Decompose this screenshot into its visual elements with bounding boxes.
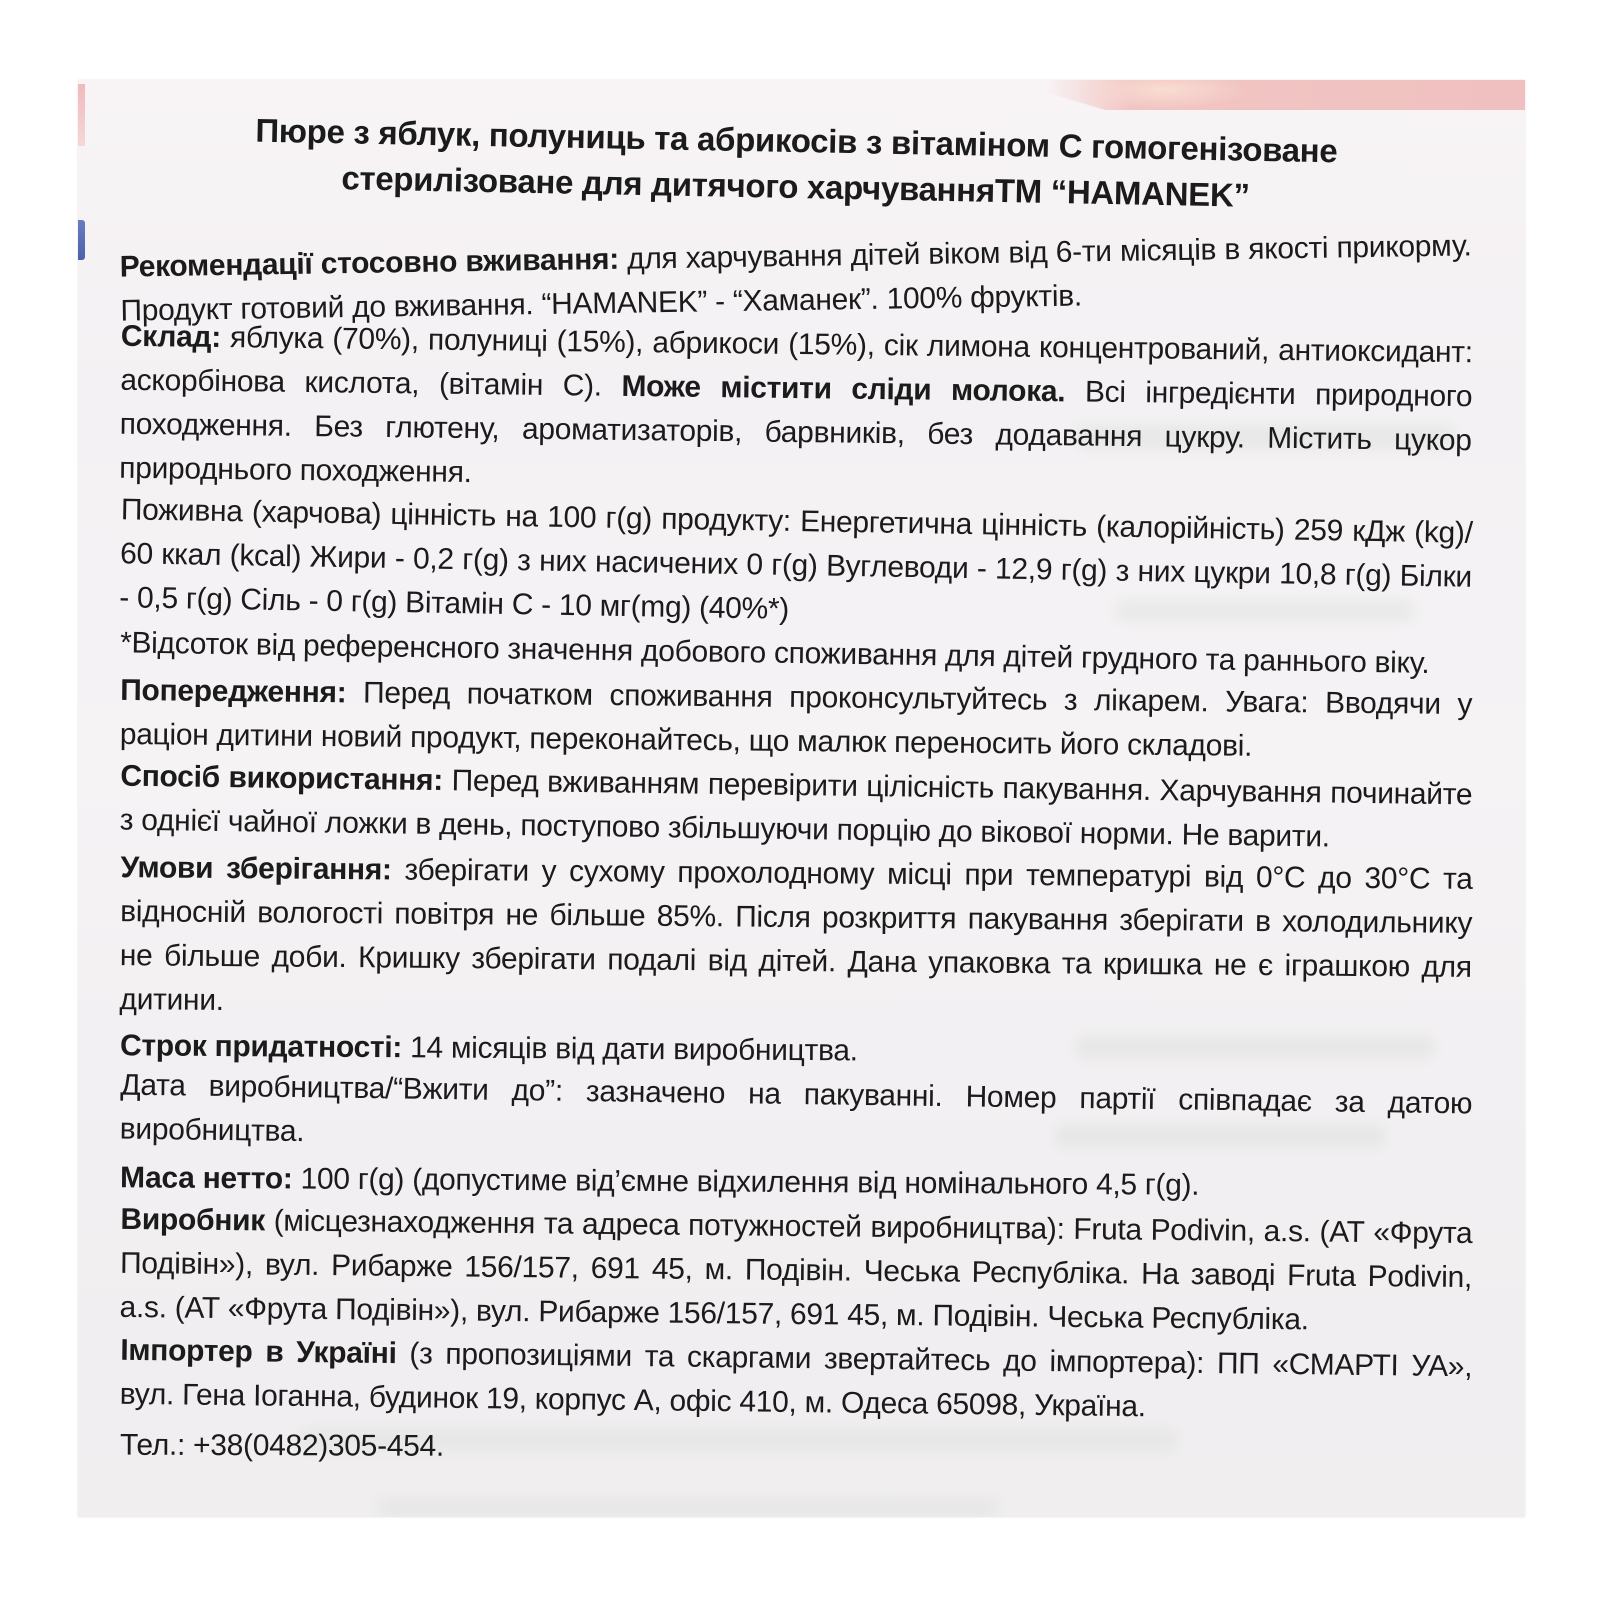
label-paragraph xyxy=(119,755,1472,862)
paragraph-text: *Відсоток від референсного значення добового споживання для дітей грудного та раннього віку. xyxy=(119,626,1430,680)
paragraph-text: (місцезнаходження та адреса потужностей виробництва): Fruta Podivin, a.s. (АТ «Фрута Подівін»), вул. Рибарже 156/157, 691 45, м. Подівін. Чеська Республіка. На заводі Fruta Podivin, a.s. (АТ «Фрута Подівін»), вул. Рибарже 156/157, 691 45, м. Подівін. Чеська Республіка. xyxy=(119,1204,1473,1337)
paragraph-heading: Умови зберігання: xyxy=(120,851,405,887)
paragraph-text: (з пропозиціями та скаргами звертайтесь до імпортера): ПП «СМАРТІ УА», вул. Гена Іоганна, будинок 19, корпус А, офіс 410, м. Одеса 65098, Україна. xyxy=(119,1337,1473,1424)
paragraph-text: Дата виробництва/“Вжити до”: зазначено на пакуванні. Номер партії співпадає за датою виробництва. xyxy=(119,1068,1473,1149)
paragraph-heading: Спосіб використання: xyxy=(120,759,452,798)
label-paragraph xyxy=(120,669,1473,771)
paragraph-heading: Рекомендації стосовно вживання: xyxy=(119,242,628,284)
label-left-pink-strip xyxy=(78,84,85,146)
label-paragraph xyxy=(120,1329,1473,1434)
paragraph-text: Перед вживанням перевірити цілісність пакування. Харчування починайте з однієї чайної ложки в день, поступово збільшуючи порцію до вікової норми. Не варити. xyxy=(119,764,1473,854)
paragraph-heading: Може містити сліди молока. xyxy=(621,370,1086,409)
paragraph-text: 14 місяців від дати виробництва. xyxy=(409,1031,858,1068)
paragraph-text: зберігати у сухому прохолодному місці при температурі від 0°С до 30°С та відносній вологості повітря не більше 85%. Після розкриття пакування зберігати в холодильнику не більше доби. Кришку зберігати подалі від дітей. Дана упаковка та кришка не є іграшкою для дитини. xyxy=(119,853,1473,1018)
paragraph-text: Тел.: +38(0482)305-454. xyxy=(119,1428,445,1463)
paragraph-text: для харчування дітей віком від 6-ти місяців в якості прикорму. Продукт готовий до вживання. “HAMANEK” - “Хаманек”. 100% фруктів. xyxy=(120,229,1472,328)
label-top-pink-band xyxy=(1045,80,1525,110)
label-paragraph xyxy=(119,488,1473,644)
label-paragraph xyxy=(119,846,1472,1034)
paragraph-text: 100 г(g) (допустиме від’ємне відхилення від номінального 4,5 г(g). xyxy=(300,1162,1200,1202)
label-content xyxy=(119,111,1473,1470)
label-paragraph xyxy=(119,1198,1472,1344)
print-showthrough xyxy=(378,1498,998,1517)
paragraph-heading: Імпортер в Україні xyxy=(120,1334,410,1371)
product-label xyxy=(78,80,1525,1517)
paragraph-text: Всі інгредієнти природного походження. Без глютену, ароматизаторів, барвників, без додавання цукру. Містить цукор природнього походження. xyxy=(119,375,1473,490)
paragraph-text: яблука (70%), полуниці (15%), абрикоси (15%), сік лимона концентрований, антиоксидант: аскорбінова кислота, (вітамін С). xyxy=(120,321,1473,404)
paragraph-heading: Склад: xyxy=(120,319,231,355)
paragraph-text: Перед початком споживання проконсультуйтесь з лікарем. Увага: Вводячи у раціон дитини новий продукт, переконайтесь, що малюк переносить його складові. xyxy=(119,676,1473,763)
product-title-line2: стерилізоване для дитячого харчуванняТМ “HAMANEK” xyxy=(341,158,1251,214)
label-body xyxy=(119,229,1473,1470)
label-paragraph xyxy=(119,315,1473,508)
paragraph-heading: Виробник xyxy=(120,1203,274,1238)
label-paragraph xyxy=(120,1423,1472,1472)
paragraph-text: Поживна (харчова) цінність на 100 г(g) продукту: Енергетична цінність (калорійність) 259 кДж (kg)/ 60 ккал (kcal) Жири - 0,2 г(g) з них насичених 0 г(g) Вуглеводи - 12,9 г(g) з них цукри 10,8 г(g) Білки - 0,5 г(g) Сіль - 0 г(g) Вітамін С - 10 мг(mg) (40%*) xyxy=(119,492,1473,626)
paragraph-heading: Строк придатності: xyxy=(119,1029,411,1065)
product-title xyxy=(119,105,1472,222)
paragraph-heading: Попередження: xyxy=(120,673,364,710)
paragraph-heading: Маса нетто: xyxy=(119,1161,301,1196)
label-paragraph xyxy=(119,1063,1472,1170)
label-left-blue-mark xyxy=(78,220,85,260)
product-title-line1: Пюре з яблук, полуниць та абрикосів з вітаміном С гомогенізоване xyxy=(255,111,1338,170)
